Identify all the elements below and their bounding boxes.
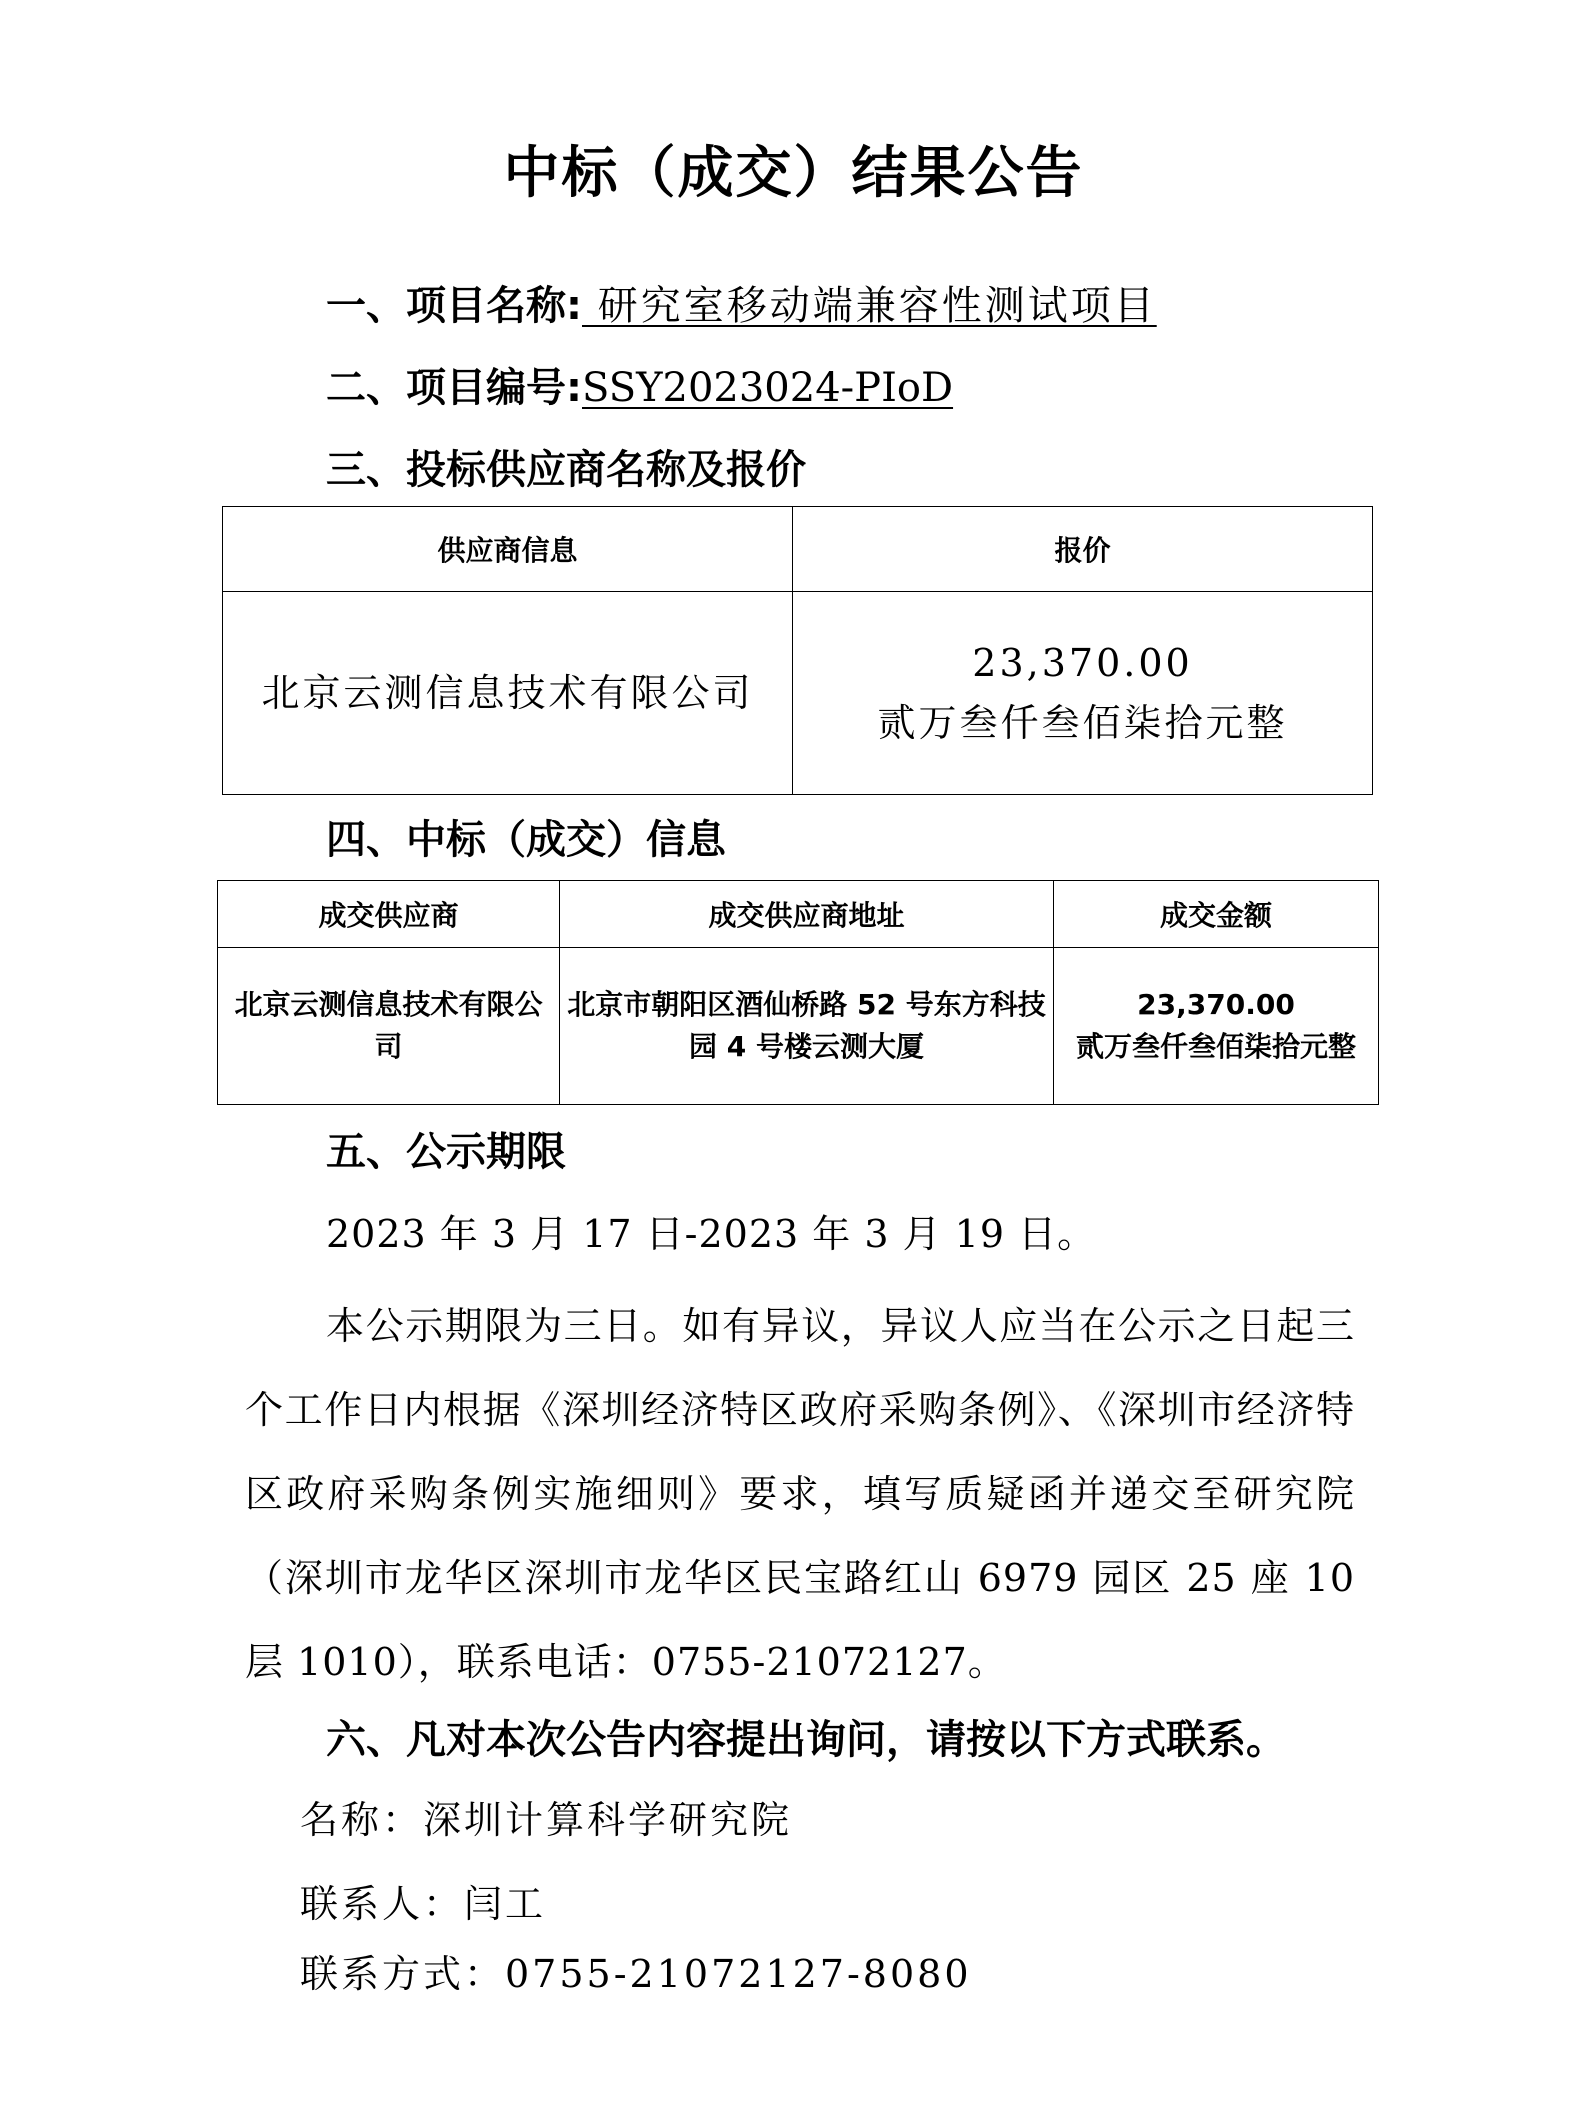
column-header-price: 报价	[793, 507, 1373, 592]
bidder-price-cell	[793, 592, 1373, 795]
table-row	[218, 948, 1379, 1105]
contact-heading: 六、凡对本次公告内容提出询问，请按以下方式联系。	[326, 1717, 1286, 1763]
column-header-award-supplier: 成交供应商	[218, 881, 560, 948]
contact-person: 联系人：闫工	[300, 1882, 547, 1926]
column-header-supplier-info: 供应商信息	[223, 507, 793, 592]
award-amount-cell	[1054, 948, 1379, 1105]
project-name-value: 研究室移动端兼容性测试项目	[582, 283, 1157, 329]
amount-words: 贰万叁仟叁佰柒拾元整	[1075, 1030, 1356, 1063]
contact-organization: 名称：深圳计算科学研究院	[300, 1798, 793, 1842]
publicity-date-range: 2023 年 3 月 17 日-2023 年 3 月 19 日。	[326, 1212, 1097, 1256]
award-info-heading: 四、中标（成交）信息	[326, 817, 726, 863]
column-header-award-amount: 成交金额	[1054, 881, 1379, 948]
award-address-cell: 北京市朝阳区酒仙桥路 52 号东方科技园 4 号楼云测大厦	[560, 948, 1054, 1105]
table-header-row	[218, 881, 1379, 948]
price-words: 贰万叁仟叁佰柒拾元整	[877, 701, 1288, 745]
bidders-heading: 三、投标供应商名称及报价	[326, 447, 806, 493]
amount-number: 23,370.00	[1137, 988, 1295, 1021]
objection-notice-paragraph: 本公示期限为三日。如有异议，异议人应当在公示之日起三个工作日内根据《深圳经济特区政府采购条例》、《深圳市经济特区政府采购条例实施细则》要求，填写质疑函并递交至研究院（深圳市龙华区深圳市龙华区民宝路红山 6979 园区 25 座 10 层 1010），联系电话：0755-21072127。	[245, 1304, 1355, 1684]
award-supplier-cell: 北京云测信息技术有限公司	[218, 948, 560, 1105]
table-header-row	[223, 507, 1373, 592]
project-name-label: 一、项目名称:	[326, 283, 582, 329]
project-number-label: 二、项目编号:	[326, 365, 582, 411]
price-number: 23,370.00	[972, 641, 1193, 685]
bidders-table	[222, 506, 1373, 795]
project-number-line	[326, 360, 953, 416]
award-table	[217, 880, 1379, 1105]
table-row	[223, 592, 1373, 795]
publicity-period-heading: 五、公示期限	[326, 1129, 566, 1175]
project-name-line	[326, 278, 1157, 334]
bidder-name-cell: 北京云测信息技术有限公司	[223, 592, 793, 795]
column-header-award-address: 成交供应商地址	[560, 881, 1054, 948]
document-title: 中标（成交）结果公告	[503, 141, 1084, 206]
project-number-value: SSY2023024-PIoD	[582, 365, 954, 411]
contact-phone: 联系方式：0755-21072127-8080	[300, 1952, 972, 1996]
